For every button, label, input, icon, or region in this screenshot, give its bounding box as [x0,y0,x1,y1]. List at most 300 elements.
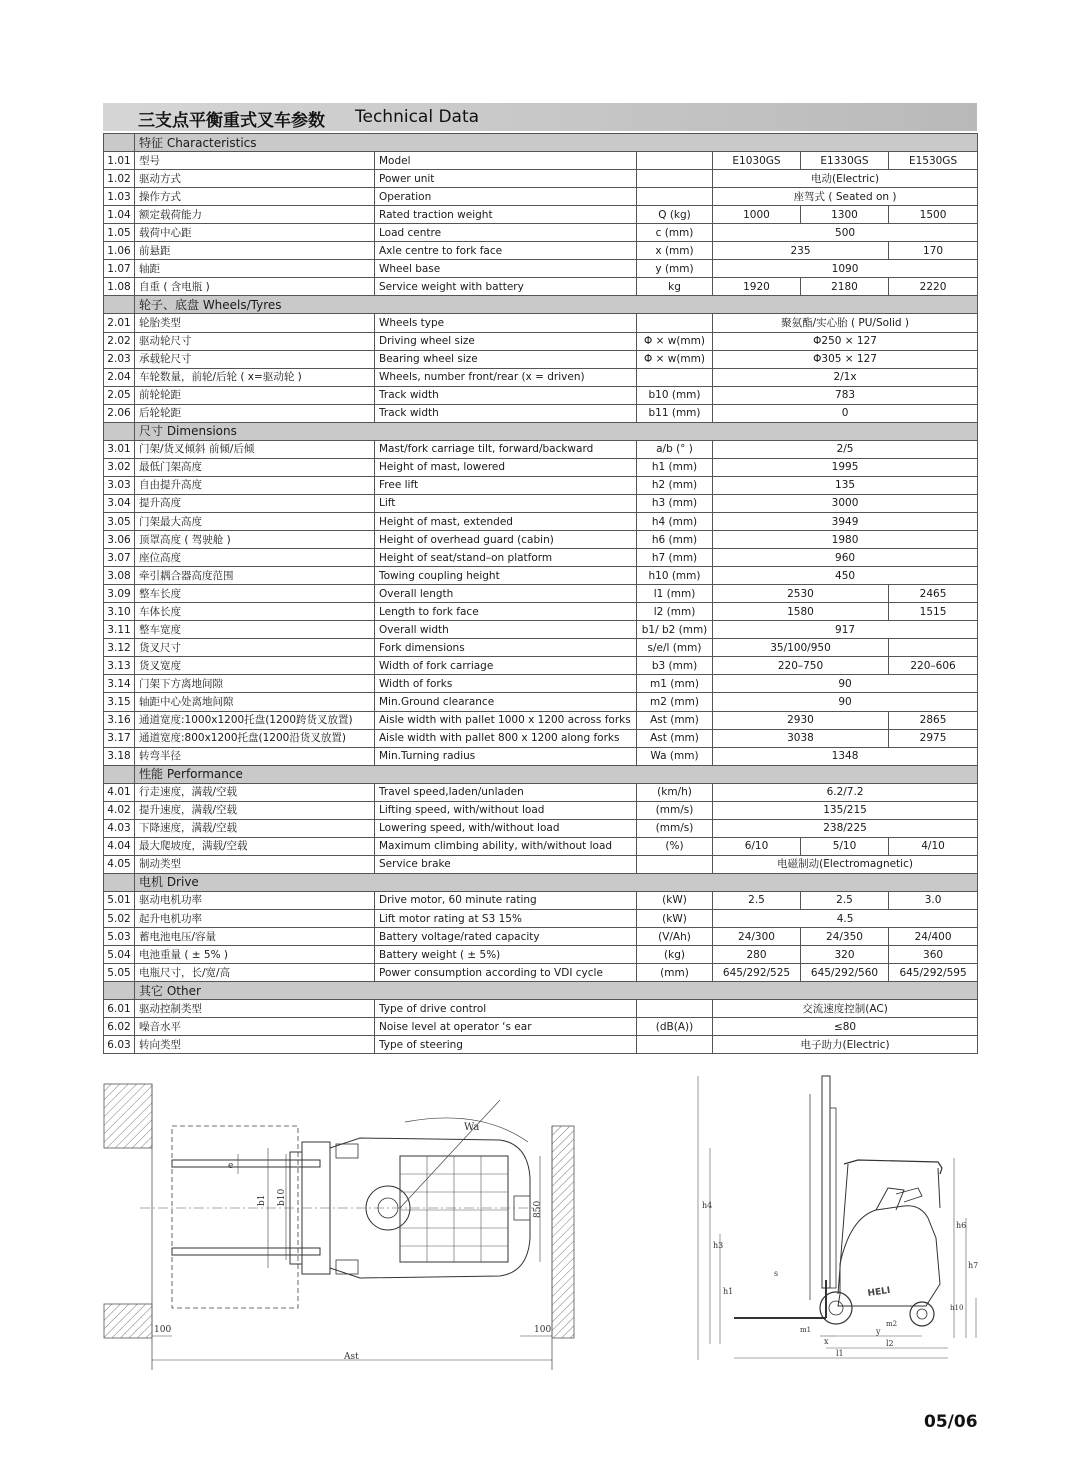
row-label-cn: 货叉尺寸 [135,639,375,657]
row-value: 135/215 [713,801,978,819]
row-value: 2/1x [713,368,978,386]
section-header-blank [104,982,135,1000]
row-value: 450 [713,567,978,585]
row-label-en: Load centre [375,224,637,242]
row-unit: (kW) [637,891,713,909]
row-label-cn: 车轮数量，前轮/后轮 ( x=驱动轮 ) [135,368,375,386]
row-unit: h7 (mm) [637,549,713,567]
row-unit: (kW) [637,910,713,928]
row-unit [637,188,713,206]
h3-label: h3 [713,1241,724,1250]
h4-label: h4 [702,1201,713,1210]
row-unit: Ast (mm) [637,711,713,729]
row-number: 1.06 [104,242,135,260]
row-label-en: Overall width [375,621,637,639]
table-row [104,729,978,747]
row-unit: (mm/s) [637,801,713,819]
row-value: 90 [713,675,978,693]
row-number: 4.02 [104,801,135,819]
row-number: 3.05 [104,512,135,530]
section-title: 尺寸 Dimensions [135,422,978,440]
row-unit: a/b (° ) [637,440,713,458]
row-value: 500 [713,224,978,242]
row-number: 3.09 [104,585,135,603]
row-value: 1500 [889,206,978,224]
row-value: 1348 [713,747,978,765]
row-number: 3.18 [104,747,135,765]
row-value: 135 [713,476,978,494]
table-row [104,404,978,422]
row-label-en: Width of forks [375,675,637,693]
row-number: 5.02 [104,910,135,928]
row-label-en: Lifting speed, with/without load [375,801,637,819]
table-row [104,837,978,855]
row-number: 4.01 [104,783,135,801]
row-unit: Φ × w(mm) [637,332,713,350]
row-value: 2865 [889,711,978,729]
right-clearance-label: 100 [534,1325,552,1335]
row-number: 3.04 [104,494,135,512]
row-value: 电磁制动(Electromagnetic) [713,855,978,873]
row-label-cn: 转向类型 [135,1036,375,1054]
row-label-cn: 型号 [135,152,375,170]
row-value: 1580 [713,603,889,621]
technical-data-table [103,133,978,1054]
row-label-cn: 电瓶尺寸，长/宽/高 [135,964,375,982]
ast-label: Ast [344,1352,359,1362]
wheelbase-y-label: y [876,1327,881,1336]
row-number: 1.08 [104,278,135,296]
row-label-cn: 轴距 [135,260,375,278]
row-number: 3.07 [104,549,135,567]
row-label-cn: 转弯半径 [135,747,375,765]
table-row [104,350,978,368]
row-label-cn: 门架/货叉倾斜 前倾/后倾 [135,440,375,458]
table-row [104,440,978,458]
row-number: 6.02 [104,1018,135,1036]
section-header [104,765,978,783]
row-value: 2220 [889,278,978,296]
table-row [104,891,978,909]
row-label-cn: 前悬距 [135,242,375,260]
page-title-en: Technical Data [355,107,480,127]
table-row [104,512,978,530]
row-value: 783 [713,386,978,404]
row-number: 3.13 [104,657,135,675]
row-unit: (mm/s) [637,819,713,837]
row-value: 1920 [713,278,801,296]
section-title: 性能 Performance [135,765,978,783]
row-label-cn: 额定载荷能力 [135,206,375,224]
section-header-blank [104,134,135,152]
row-unit: Ast (mm) [637,729,713,747]
row-number: 1.05 [104,224,135,242]
row-label-en: Axle centre to fork face [375,242,637,260]
row-label-cn: 噪音水平 [135,1018,375,1036]
row-number: 3.17 [104,729,135,747]
row-label-en: Noise level at operator ‘s ear [375,1018,637,1036]
row-label-cn: 门架下方离地间隙 [135,675,375,693]
row-unit: (kg) [637,946,713,964]
table-row [104,964,978,982]
row-value: 24/300 [713,928,801,946]
row-unit: h2 (mm) [637,476,713,494]
table-row [104,476,978,494]
row-label-en: Track width [375,404,637,422]
row-number: 4.04 [104,837,135,855]
m1-label: m1 [800,1326,812,1334]
row-value: 24/350 [801,928,889,946]
table-row [104,260,978,278]
row-value: 6/10 [713,837,801,855]
table-row [104,188,978,206]
row-number: 2.04 [104,368,135,386]
row-number: 5.01 [104,891,135,909]
table-row [104,494,978,512]
row-value: 4.5 [713,910,978,928]
row-unit [637,1036,713,1054]
row-label-cn: 载荷中心距 [135,224,375,242]
row-number: 3.12 [104,639,135,657]
row-number: 3.01 [104,440,135,458]
row-unit [637,368,713,386]
section-header-blank [104,422,135,440]
row-label-cn: 顶罩高度 ( 驾驶舱 ) [135,531,375,549]
row-unit: c (mm) [637,224,713,242]
row-label-en: Track width [375,386,637,404]
table-row [104,747,978,765]
row-value: 645/292/595 [889,964,978,982]
row-label-cn: 驱动电机功率 [135,891,375,909]
row-value: 交流速度控制(AC) [713,1000,978,1018]
b1-label: b1 [257,1194,267,1206]
section-title: 轮子、底盘 Wheels/Tyres [135,296,978,314]
row-unit: (mm) [637,964,713,982]
row-number: 1.07 [104,260,135,278]
row-number: 1.02 [104,170,135,188]
row-unit [637,855,713,873]
page-number: 05/06 [924,1412,978,1432]
row-label-cn: 制动类型 [135,855,375,873]
row-number: 1.04 [104,206,135,224]
section-header-blank [104,296,135,314]
row-value: 2930 [713,711,889,729]
row-label-cn: 整车长度 [135,585,375,603]
row-number: 2.02 [104,332,135,350]
table-row [104,585,978,603]
row-label-en: Maximum climbing ability, with/without load [375,837,637,855]
row-label-en: Service weight with battery [375,278,637,296]
row-value: Φ305 × 127 [713,350,978,368]
row-label-cn: 座位高度 [135,549,375,567]
table-row [104,801,978,819]
row-number: 5.04 [104,946,135,964]
row-label-en: Battery weight ( ± 5%) [375,946,637,964]
row-label-en: Drive motor, 60 minute rating [375,891,637,909]
row-label-en: Power consumption according to VDI cycle [375,964,637,982]
row-value: 320 [801,946,889,964]
row-label-en: Driving wheel size [375,332,637,350]
h10-label: h10 [950,1304,964,1312]
table-row [104,531,978,549]
row-value: ≤80 [713,1018,978,1036]
row-value: 2/5 [713,440,978,458]
row-label-en: Service brake [375,855,637,873]
row-unit: x (mm) [637,242,713,260]
row-value: 6.2/7.2 [713,783,978,801]
section-title: 电机 Drive [135,873,978,891]
row-label-cn: 提升速度，满载/空载 [135,801,375,819]
row-label-en: Free lift [375,476,637,494]
row-label-en: Height of overhead guard (cabin) [375,531,637,549]
row-value: 170 [889,242,978,260]
row-value: 917 [713,621,978,639]
row-unit: b1/ b2 (mm) [637,621,713,639]
row-number: 3.14 [104,675,135,693]
row-unit: Φ × w(mm) [637,350,713,368]
row-number: 3.15 [104,693,135,711]
row-label-en: Aisle width with pallet 1000 x 1200 across forks [375,711,637,729]
row-number: 4.03 [104,819,135,837]
table-row [104,711,978,729]
row-label-en: Width of fork carriage [375,657,637,675]
row-label-cn: 前轮轮距 [135,386,375,404]
row-label-cn: 门架最大高度 [135,512,375,530]
row-unit: l1 (mm) [637,585,713,603]
section-header [104,296,978,314]
row-unit [637,1000,713,1018]
section-header [104,422,978,440]
table-row [104,386,978,404]
row-number: 2.01 [104,314,135,332]
table-row [104,170,978,188]
row-label-en: Lift [375,494,637,512]
row-label-cn: 操作方式 [135,188,375,206]
row-label-en: Wheels type [375,314,637,332]
row-value: 960 [713,549,978,567]
row-label-cn: 下降速度，满载/空载 [135,819,375,837]
row-unit: y (mm) [637,260,713,278]
row-value: 2.5 [801,891,889,909]
row-value: 2530 [713,585,889,603]
table-row [104,657,978,675]
table-row [104,368,978,386]
row-number: 5.05 [104,964,135,982]
table-row [104,855,978,873]
row-label-en: Towing coupling height [375,567,637,585]
row-unit [637,152,713,170]
table-row [104,819,978,837]
e-label: e [228,1161,234,1171]
row-label-cn: 承载轮尺寸 [135,350,375,368]
row-value: E1530GS [889,152,978,170]
brand-logo: HELI [867,1285,891,1299]
row-label-en: Type of steering [375,1036,637,1054]
row-value: 1090 [713,260,978,278]
page-title-cn: 三支点平衡重式叉车参数 [138,111,325,131]
section-header-blank [104,873,135,891]
table-row [104,675,978,693]
row-value: 1515 [889,603,978,621]
left-clearance-label: 100 [154,1325,172,1335]
row-label-en: Bearing wheel size [375,350,637,368]
section-header [104,982,978,1000]
row-label-en: Min.Ground clearance [375,693,637,711]
table-row [104,458,978,476]
row-label-cn: 整车宽度 [135,621,375,639]
width-850-label: 850 [533,1200,543,1218]
row-value: 35/100/950 [713,639,889,657]
row-unit: kg [637,278,713,296]
row-label-cn: 起升电机功率 [135,910,375,928]
row-unit: l2 (mm) [637,603,713,621]
row-unit [637,314,713,332]
row-value: 235 [713,242,889,260]
row-value: Φ250 × 127 [713,332,978,350]
row-label-cn: 车体长度 [135,603,375,621]
row-value: E1030GS [713,152,801,170]
row-label-en: Lift motor rating at S3 15% [375,910,637,928]
row-unit: (V/Ah) [637,928,713,946]
row-label-en: Type of drive control [375,1000,637,1018]
row-label-en: Length to fork face [375,603,637,621]
row-value: 4/10 [889,837,978,855]
row-number: 3.10 [104,603,135,621]
row-value: 645/292/560 [801,964,889,982]
table-row [104,1018,978,1036]
row-label-cn: 通道宽度:800x1200托盘(1200沿货叉放置) [135,729,375,747]
row-number: 2.05 [104,386,135,404]
row-value: 电子助力(Electric) [713,1036,978,1054]
row-label-en: Operation [375,188,637,206]
row-label-cn: 蓄电池电压/容量 [135,928,375,946]
table-row [104,314,978,332]
table-row [104,332,978,350]
row-number: 6.03 [104,1036,135,1054]
table-row [104,1000,978,1018]
l1-label: l1 [836,1349,844,1358]
row-value: 3038 [713,729,889,747]
row-label-cn: 自重 ( 含电瓶 ) [135,278,375,296]
row-value: 5/10 [801,837,889,855]
row-label-cn: 自由提升高度 [135,476,375,494]
row-value: 0 [713,404,978,422]
row-label-cn: 牵引耦合器高度范围 [135,567,375,585]
table-row [104,928,978,946]
row-value: 2975 [889,729,978,747]
b10-label: b10 [277,1188,287,1206]
row-label-en: Rated traction weight [375,206,637,224]
top-view-drawing [100,1078,580,1370]
row-unit: h3 (mm) [637,494,713,512]
row-value: 280 [713,946,801,964]
row-unit: b10 (mm) [637,386,713,404]
table-row [104,206,978,224]
row-number: 3.02 [104,458,135,476]
row-number: 2.03 [104,350,135,368]
row-unit: h4 (mm) [637,512,713,530]
row-value: 聚氨酯/实心胎 ( PU/Solid ) [713,314,978,332]
row-value: 24/400 [889,928,978,946]
table-row [104,621,978,639]
fork-s-label: s [774,1269,779,1278]
row-unit: s/e/l (mm) [637,639,713,657]
row-label-cn: 最大爬坡度，满载/空载 [135,837,375,855]
row-label-cn: 通道宽度:1000x1200托盘(1200跨货叉放置) [135,711,375,729]
m2-label: m2 [886,1320,898,1328]
table-row [104,910,978,928]
row-number: 3.06 [104,531,135,549]
table-row [104,603,978,621]
row-unit: m2 (mm) [637,693,713,711]
row-value: 电动(Electric) [713,170,978,188]
title-bar [103,103,977,131]
row-unit: b3 (mm) [637,657,713,675]
row-label-en: Aisle width with pallet 800 x 1200 along forks [375,729,637,747]
table-row [104,224,978,242]
row-number: 6.01 [104,1000,135,1018]
row-label-en: Min.Turning radius [375,747,637,765]
h6-label: h6 [956,1221,967,1230]
row-value: 1980 [713,531,978,549]
table-row [104,152,978,170]
row-unit [637,170,713,188]
row-label-cn: 货叉宽度 [135,657,375,675]
row-value: 220–606 [889,657,978,675]
row-label-cn: 驱动轮尺寸 [135,332,375,350]
row-value: 2180 [801,278,889,296]
row-unit: (km/h) [637,783,713,801]
row-unit: m1 (mm) [637,675,713,693]
row-number: 4.05 [104,855,135,873]
table-row [104,946,978,964]
row-number: 3.03 [104,476,135,494]
row-label-cn: 驱动方式 [135,170,375,188]
row-value: 1000 [713,206,801,224]
row-unit: h10 (mm) [637,567,713,585]
row-value: 1995 [713,458,978,476]
row-unit: (%) [637,837,713,855]
row-value: 645/292/525 [713,964,801,982]
row-label-en: Wheels, number front/rear (x = driven) [375,368,637,386]
table-row [104,278,978,296]
row-label-en: Mast/fork carriage tilt, forward/backward [375,440,637,458]
l2-label: l2 [886,1339,894,1348]
row-label-cn: 最低门架高度 [135,458,375,476]
row-number: 1.03 [104,188,135,206]
side-view-drawing [690,1068,986,1368]
row-unit: (dB(A)) [637,1018,713,1036]
row-label-en: Model [375,152,637,170]
row-label-cn: 驱动控制类型 [135,1000,375,1018]
table-row [104,549,978,567]
row-unit: Wa (mm) [637,747,713,765]
row-value: E1330GS [801,152,889,170]
row-number: 3.11 [104,621,135,639]
wa-label: Wa [464,1122,480,1133]
section-header [104,134,978,152]
row-unit: h6 (mm) [637,531,713,549]
row-value: 3000 [713,494,978,512]
h1-label: h1 [723,1287,734,1296]
row-value: 90 [713,693,978,711]
section-header [104,873,978,891]
row-unit: b11 (mm) [637,404,713,422]
table-row [104,639,978,657]
row-value: 238/225 [713,819,978,837]
table-row [104,783,978,801]
row-label-cn: 电池重量 ( ± 5% ) [135,946,375,964]
